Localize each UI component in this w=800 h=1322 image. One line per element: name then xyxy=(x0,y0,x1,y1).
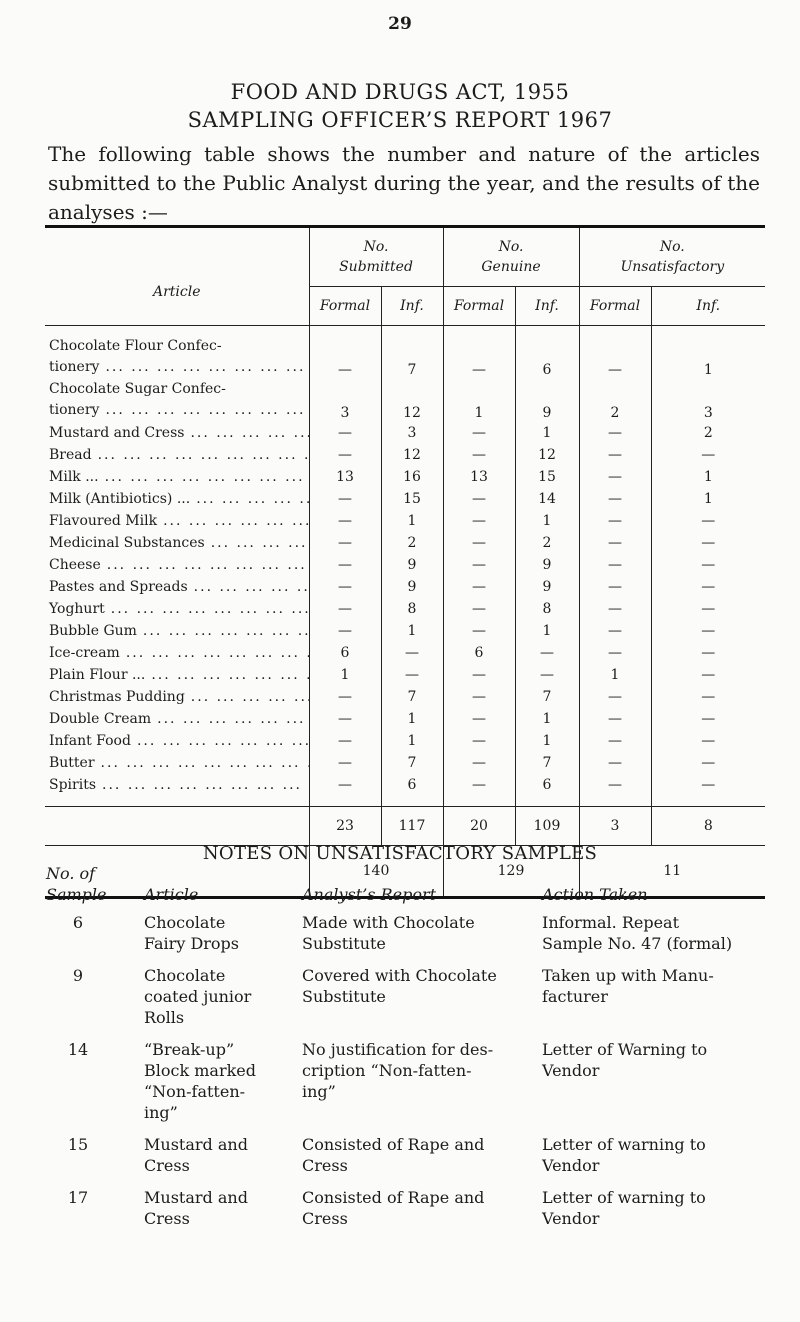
article-label: Chocolate Sugar Confec- tionery ... . xyxy=(45,379,309,422)
value-cell: — xyxy=(651,752,765,774)
grand-total-unsatisfactory: 11 xyxy=(579,846,765,898)
note-sample-number: 17 xyxy=(67,1188,89,1207)
value-cell: — xyxy=(309,554,381,576)
note-row xyxy=(45,911,770,964)
value-cell: — xyxy=(651,664,765,686)
value-cell: — xyxy=(443,730,515,752)
value-cell: 14 xyxy=(515,488,579,510)
article-label: Double Cream ... . xyxy=(45,708,309,730)
value-cell: — xyxy=(309,708,381,730)
notes-header-report: Analyst’s Report xyxy=(302,885,437,904)
table-row xyxy=(45,642,765,664)
value-cell: 1 xyxy=(651,466,765,488)
article-label: Butter ... . xyxy=(45,752,309,774)
value-cell: — xyxy=(443,752,515,774)
total-cell: 23 xyxy=(309,807,381,846)
value-cell: 6 xyxy=(443,642,515,664)
page-subtitle: SAMPLING OFFICER’S REPORT 1967 xyxy=(187,108,613,132)
group-header-submitted: No. Submitted xyxy=(309,227,443,287)
value-cell: — xyxy=(443,554,515,576)
total-cell: 109 xyxy=(515,807,579,846)
table-row xyxy=(45,620,765,642)
value-cell: — xyxy=(651,576,765,598)
value-cell: — xyxy=(443,598,515,620)
note-report: Made with Chocolate Substitute xyxy=(302,913,475,953)
grand-total-genuine: 129 xyxy=(443,846,579,898)
table-body xyxy=(45,326,765,797)
value-cell: — xyxy=(579,532,651,554)
note-row xyxy=(45,1186,770,1239)
note-article: Mustard and Cress xyxy=(144,1188,248,1228)
value-cell: — xyxy=(579,752,651,774)
value-cell: 6 xyxy=(309,642,381,664)
value-cell: — xyxy=(651,598,765,620)
note-action: Letter of Warning to Vendor xyxy=(542,1040,708,1080)
subheader-inf: Inf. xyxy=(515,287,579,326)
value-cell: 13 xyxy=(443,466,515,488)
value-cell: — xyxy=(579,444,651,466)
value-cell: — xyxy=(309,532,381,554)
page-number: 29 xyxy=(388,14,412,34)
value-cell: 1 xyxy=(515,620,579,642)
table-row xyxy=(45,326,765,380)
value-cell: — xyxy=(309,444,381,466)
note-sample-number: 14 xyxy=(67,1040,89,1059)
value-cell: — xyxy=(651,510,765,532)
value-cell: — xyxy=(443,444,515,466)
value-cell: — xyxy=(579,488,651,510)
article-label: Mustard and Cress ... . xyxy=(45,422,309,444)
value-cell: — xyxy=(651,730,765,752)
value-cell: — xyxy=(579,774,651,796)
value-cell: — xyxy=(443,422,515,444)
table-row xyxy=(45,686,765,708)
totals-row xyxy=(45,807,765,846)
article-label: Cheese ... . xyxy=(45,554,309,576)
value-cell: — xyxy=(651,444,765,466)
notes-header-article: Article xyxy=(144,885,199,904)
value-cell: — xyxy=(309,730,381,752)
article-label: Milk ... ... . xyxy=(45,466,309,488)
value-cell: 9 xyxy=(515,576,579,598)
table-row xyxy=(45,774,765,796)
total-cell: 117 xyxy=(381,807,443,846)
value-cell: — xyxy=(579,708,651,730)
value-cell: — xyxy=(651,554,765,576)
article-label: Pastes and Spreads ... . xyxy=(45,576,309,598)
article-label: Plain Flour ... ... . xyxy=(45,664,309,686)
notes-table xyxy=(45,862,770,1239)
notes-title: NOTES ON UNSATISFACTORY SAMPLES xyxy=(202,843,598,864)
note-row xyxy=(45,1038,770,1133)
table-row xyxy=(45,598,765,620)
total-cell: 8 xyxy=(651,807,765,846)
table-row xyxy=(45,664,765,686)
value-cell: — xyxy=(309,686,381,708)
value-cell: — xyxy=(651,686,765,708)
value-cell: — xyxy=(381,664,443,686)
note-row xyxy=(45,964,770,1038)
value-cell: — xyxy=(579,598,651,620)
value-cell: 1 xyxy=(651,326,765,380)
value-cell: — xyxy=(651,532,765,554)
table-row xyxy=(45,422,765,444)
table-row xyxy=(45,708,765,730)
value-cell: — xyxy=(443,620,515,642)
value-cell: 16 xyxy=(381,466,443,488)
value-cell: 9 xyxy=(381,554,443,576)
table-row xyxy=(45,379,765,422)
value-cell: — xyxy=(309,774,381,796)
value-cell: — xyxy=(651,620,765,642)
notes-header-sample: No. of Sample xyxy=(46,864,107,904)
value-cell: — xyxy=(443,708,515,730)
value-cell: 1 xyxy=(515,510,579,532)
table-row xyxy=(45,466,765,488)
article-label: Bubble Gum ... . xyxy=(45,620,309,642)
total-cell: 20 xyxy=(443,807,515,846)
subheader-formal: Formal xyxy=(579,287,651,326)
note-sample-number: 15 xyxy=(67,1135,89,1154)
note-action: Informal. Repeat Sample No. 47 (formal) xyxy=(542,913,733,953)
value-cell: — xyxy=(443,326,515,380)
subheader-formal: Formal xyxy=(443,287,515,326)
subheader-inf: Inf. xyxy=(651,287,765,326)
article-label: Medicinal Substances ... . xyxy=(45,532,309,554)
grand-total-submitted: 140 xyxy=(309,846,443,898)
value-cell: 9 xyxy=(381,576,443,598)
value-cell: 1 xyxy=(309,664,381,686)
note-sample-number: 9 xyxy=(72,966,84,985)
value-cell: — xyxy=(309,422,381,444)
value-cell: 2 xyxy=(651,422,765,444)
table-row xyxy=(45,730,765,752)
note-action: Taken up with Manu- facturer xyxy=(542,966,714,1006)
value-cell: 7 xyxy=(515,752,579,774)
table-row xyxy=(45,510,765,532)
value-cell: 12 xyxy=(515,444,579,466)
table-row xyxy=(45,752,765,774)
value-cell: 12 xyxy=(381,379,443,422)
page-title: FOOD AND DRUGS ACT, 1955 xyxy=(230,80,570,104)
article-label: Yoghurt ... . xyxy=(45,598,309,620)
group-header-genuine: No. Genuine xyxy=(443,227,579,287)
value-cell: — xyxy=(579,642,651,664)
subheader-formal: Formal xyxy=(309,287,381,326)
intro-paragraph: The following table shows the number and nature of the articles submitted to the Public Analyst during the year, and the results of the analyses :— xyxy=(48,142,760,224)
value-cell: 2 xyxy=(579,379,651,422)
value-cell: 7 xyxy=(381,752,443,774)
value-cell: — xyxy=(579,686,651,708)
article-label: Bread ... . xyxy=(45,444,309,466)
note-article: “Break-up” Block marked “Non-fatten- ing” xyxy=(144,1040,257,1122)
value-cell: — xyxy=(579,620,651,642)
value-cell: 15 xyxy=(381,488,443,510)
value-cell: — xyxy=(651,774,765,796)
notes-body xyxy=(45,911,770,1239)
value-cell: 1 xyxy=(381,510,443,532)
value-cell: — xyxy=(579,422,651,444)
value-cell: — xyxy=(309,620,381,642)
value-cell: 1 xyxy=(381,730,443,752)
value-cell: 7 xyxy=(381,686,443,708)
value-cell: 7 xyxy=(381,326,443,380)
value-cell: 1 xyxy=(651,488,765,510)
value-cell: — xyxy=(309,576,381,598)
value-cell: — xyxy=(309,510,381,532)
table-row xyxy=(45,576,765,598)
table-row xyxy=(45,554,765,576)
value-cell: 8 xyxy=(381,598,443,620)
value-cell: — xyxy=(309,598,381,620)
value-cell: — xyxy=(443,774,515,796)
value-cell: 12 xyxy=(381,444,443,466)
subheader-inf: Inf. xyxy=(381,287,443,326)
article-label: Flavoured Milk ... . xyxy=(45,510,309,532)
value-cell: 1 xyxy=(579,664,651,686)
value-cell: 6 xyxy=(515,774,579,796)
value-cell: — xyxy=(579,576,651,598)
note-report: Consisted of Rape and Cress xyxy=(302,1188,485,1228)
table-row xyxy=(45,444,765,466)
value-cell: 3 xyxy=(381,422,443,444)
value-cell: — xyxy=(309,488,381,510)
value-cell: 2 xyxy=(515,532,579,554)
note-action: Letter of warning to Vendor xyxy=(542,1188,706,1228)
value-cell: 9 xyxy=(515,554,579,576)
note-action: Letter of warning to Vendor xyxy=(542,1135,706,1175)
note-article: Chocolate Fairy Drops xyxy=(144,913,240,953)
value-cell: — xyxy=(309,752,381,774)
article-column-header: Article xyxy=(45,227,309,326)
value-cell: 1 xyxy=(515,708,579,730)
value-cell: — xyxy=(443,510,515,532)
total-cell: 3 xyxy=(579,807,651,846)
article-label: Christmas Pudding ... . xyxy=(45,686,309,708)
value-cell: 8 xyxy=(515,598,579,620)
value-cell: 1 xyxy=(515,730,579,752)
value-cell: — xyxy=(651,708,765,730)
value-cell: 3 xyxy=(309,379,381,422)
value-cell: 1 xyxy=(381,708,443,730)
samples-table xyxy=(45,225,765,899)
value-cell: — xyxy=(309,326,381,380)
value-cell: — xyxy=(579,510,651,532)
value-cell: 6 xyxy=(515,326,579,380)
value-cell: 6 xyxy=(381,774,443,796)
value-cell: — xyxy=(443,576,515,598)
value-cell: — xyxy=(651,642,765,664)
value-cell: — xyxy=(443,532,515,554)
table-row xyxy=(45,532,765,554)
table-row xyxy=(45,488,765,510)
value-cell: 13 xyxy=(309,466,381,488)
note-article: Chocolate coated junior Rolls xyxy=(144,966,252,1027)
value-cell: — xyxy=(579,554,651,576)
value-cell: — xyxy=(443,488,515,510)
note-article: Mustard and Cress xyxy=(144,1135,248,1175)
value-cell: 1 xyxy=(443,379,515,422)
value-cell: 15 xyxy=(515,466,579,488)
value-cell: — xyxy=(579,730,651,752)
value-cell: — xyxy=(515,664,579,686)
value-cell: — xyxy=(443,664,515,686)
value-cell: 7 xyxy=(515,686,579,708)
value-cell: — xyxy=(579,326,651,380)
group-header-unsatisfactory: No. Unsatisfactory xyxy=(579,227,765,287)
article-label: Milk (Antibiotics) ... ... . xyxy=(45,488,309,510)
article-label: Infant Food ... . xyxy=(45,730,309,752)
notes-header-action: Action Taken xyxy=(542,885,648,904)
value-cell: — xyxy=(515,642,579,664)
article-label: Ice-cream ... . xyxy=(45,642,309,664)
value-cell: — xyxy=(443,686,515,708)
note-report: Consisted of Rape and Cress xyxy=(302,1135,485,1175)
note-row xyxy=(45,1133,770,1186)
note-report: Covered with Chocolate Substitute xyxy=(302,966,497,1006)
value-cell: 1 xyxy=(515,422,579,444)
value-cell: — xyxy=(381,642,443,664)
value-cell: — xyxy=(579,466,651,488)
value-cell: 3 xyxy=(651,379,765,422)
value-cell: 9 xyxy=(515,379,579,422)
value-cell: 2 xyxy=(381,532,443,554)
note-sample-number: 6 xyxy=(72,913,84,932)
note-report: No justification for des- cription “Non-fatten- ing” xyxy=(302,1040,494,1101)
value-cell: 1 xyxy=(381,620,443,642)
article-label: Chocolate Flour Confec- tionery ... . xyxy=(45,326,309,380)
article-label: Spirits ... . xyxy=(45,774,309,796)
